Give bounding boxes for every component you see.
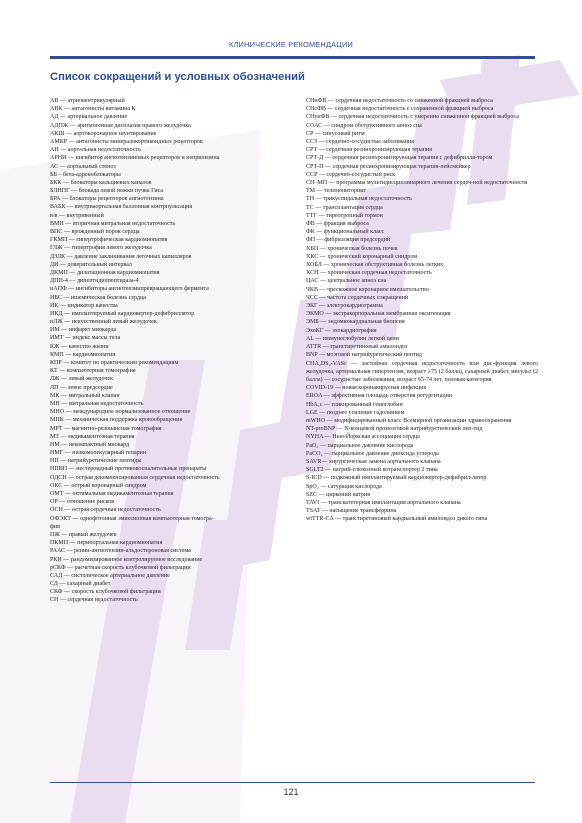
abbreviation-entry: ATTR — транстиретиновый амилоидоз	[306, 344, 408, 351]
abbreviation-entry: КЖ — качество жизни	[50, 343, 109, 350]
abbreviation-entry: ОФЭКТ — однофотонная эмиссионная компьютерная томогра-	[50, 515, 214, 522]
abbreviation-entry: ССР — сердечно-сосудистый риск	[306, 171, 396, 178]
abbreviation-list-right	[306, 97, 538, 524]
abbreviation-entry: SAVR— хирургическая замена аортального клапана	[306, 458, 441, 465]
abbreviation-entry: ЦАС — центральное апноэ сна	[306, 278, 387, 285]
abbreviation-entry: ХОБЛ — хроническая обструктивная болезнь легких	[306, 262, 444, 269]
abbreviation-entry: НМГ — низкомолекулярный гепарин	[50, 450, 147, 457]
abbreviation-entry: МК — митральный клапан	[50, 392, 120, 399]
abbreviation-entry: ИМ — инфаркт миокарда	[50, 327, 117, 334]
abbreviation-entry: АВ — атриовентрикулярный	[50, 98, 125, 104]
abbreviation-entry: КМП — кардиомиопатия	[50, 351, 116, 358]
abbreviation-entry: S-ICD — подкожный имплантируемый кардиовертер-дефибрил-лятор	[306, 475, 487, 482]
abbreviation-entry: LGE — позднее усиление гадолинием	[306, 409, 405, 416]
abbreviation-entry: ДПП-4 — дипептидилпептидаза-4	[50, 278, 139, 285]
abbreviation-entry: ОДСН — острая декомпенсированная сердечная недостаточность	[50, 474, 220, 481]
abbreviation-entry: САД — систолическое артериальное давление	[50, 572, 170, 579]
abbreviation-entry: mWHO — модифицированный класс Всемирной организации здравоохранения	[306, 417, 512, 424]
abbreviation-entry: ЛП — левое предсердие	[50, 384, 113, 391]
section-title: Список сокращений и условных обозначений	[50, 71, 305, 83]
abbreviation-entry: АРНИ — ингибитор ангиотензиновых рецепторов и неприлизина	[50, 155, 220, 162]
abbreviation-entry: ХБП — хроническая болезнь почек	[306, 245, 398, 252]
abbreviation-entry: ХСН — хроническая сердечная недостаточность	[306, 270, 432, 277]
abbreviation-entry: ФК — функциональный класс	[306, 229, 385, 236]
abbreviation-entry: COVID-19 — новая коронавирусная инфекция	[306, 385, 427, 392]
abbreviation-entry: СНунФВ — сердечная недостаточность с умеренно сниженной фракцией выброса	[306, 114, 519, 121]
abbreviation-entry: АМКР — антагонисты минералокортикоидных рецепторов	[50, 138, 203, 145]
footer-rule	[50, 782, 535, 783]
abbreviation-entry: BNP — мозговой натрийуретический пептид	[306, 352, 422, 359]
abbreviation-entry: рСКФ — расчетная скорость клубочковой фильтрации	[50, 564, 191, 571]
abbreviation-entry: ОР — отношение рисков	[50, 499, 115, 506]
abbreviation-entry: НПВП — нестероидный противовоспалительные препараты	[50, 466, 207, 473]
abbreviation-entry: МПК — механическая поддержка кровообращения	[50, 417, 183, 424]
header-rule	[50, 56, 535, 59]
abbreviation-entry: ЛЖ — левый желудочек	[50, 376, 114, 383]
abbreviation-list-left	[50, 97, 282, 605]
abbreviation-entry: в/в — внутривенный	[50, 212, 104, 219]
abbreviation-entry: ДКМП — дилатационная кардиомиопатия	[50, 269, 160, 276]
abbreviation-entry: HbA₁c — гликированный гемоглобин	[306, 401, 403, 408]
abbreviation-entry: NYHA — Нью-Йоркская ассоциация сердца	[306, 434, 420, 441]
abbreviation-entry: РКИ — рандомизированное контролируемое исследование	[50, 556, 203, 563]
abbreviation-entry: МРТ — магнитно-резонансная томография	[50, 425, 162, 432]
abbreviation-entry: ИК — индикатор качества	[50, 302, 118, 309]
abbreviation-entry: БКК — блокаторы кальциевых каналов	[50, 179, 152, 186]
abbreviation-entry: SZC — цирконий натрия	[306, 491, 371, 498]
abbreviation-entry: БРА — блокаторы рецепторов ангиотензина	[50, 196, 164, 203]
abbreviation-entry: БЛНПГ — блокада левой ножки пучка Гиса	[50, 188, 164, 195]
abbreviation-entry: SpO₂ — сатурация кислорода	[306, 483, 382, 490]
abbreviation-entry: PaO₂ — парциальное давление кислорода	[306, 442, 414, 449]
abbreviation-entry: ТТГ — тиреотропный гормон	[306, 212, 383, 219]
abbreviation-entry: СРТ-Д — сердечная ресинхронизирующая терапия с дефибрилля-тором	[306, 155, 493, 162]
abbreviation-entry: ОМТ — оптимальная медикаментозная терапия	[50, 491, 174, 497]
abbreviation-entry: СРТ-П — сердечная ресинхронизирующая терапия-пейсмейкер	[306, 163, 471, 170]
abbreviation-entry: АД — артериальное давление	[50, 114, 128, 121]
abbreviation-entry: ББ – бета-адреноблокаторы	[50, 171, 121, 178]
abbreviation-entry: ТН — трикуспидальная недостаточность	[306, 196, 412, 203]
abbreviation-entry: ВАБК — внутриаортальная баллонная контрпульсация	[50, 204, 193, 211]
abbreviation-entry: ФП — фибрилляция предсердий	[306, 237, 391, 244]
abbreviation-entry: ЧСС — частота сердечных сокращений	[306, 294, 409, 301]
abbreviation-entry: wtTTR-CA — транстиретиновый кардиальный амилоидоз дикого типа	[306, 516, 488, 523]
abbreviation-entry: АС — аортальный стеноз	[50, 163, 116, 170]
abbreviation-entry: ЭКМО — экстракорпоральная мембранная оксигенация	[306, 311, 451, 318]
abbreviation-entry: СКФ — скорость клубочковой фильтрации	[50, 589, 161, 596]
abbreviation-entry: МТ — медикаментозная терапия	[50, 433, 135, 440]
abbreviation-entry: СОАС — синдром обструктивного апноэ сна	[306, 122, 422, 129]
abbreviation-entry: ГЛЖ — гипертрофия левого желудочка	[50, 245, 152, 252]
abbreviation-entry: РААС — ренин-ангиотензин-альдостероновая система	[50, 548, 191, 555]
abbreviation-entry: ТС — трансплантация сердца	[306, 204, 383, 211]
abbreviation-entry: ЧКВ — чрескожное коронарное вмешательство	[306, 286, 429, 293]
abbreviation-entry: ЭМБ — эндомиокардиальная биопсия	[306, 319, 405, 326]
abbreviation-entry: ОКС — острый коронарный синдром	[50, 482, 147, 489]
abbreviation-entry: АКШ — аортокоронарное шунтирование	[50, 130, 157, 137]
abbreviation-entry: СНнФВ — сердечная недостаточность со сниженной фракцией выброса	[306, 98, 493, 104]
abbreviation-entry: АН — аортальная недостаточность	[50, 147, 141, 154]
abbreviation-entry: ХКС — хронический коронарный синдром	[306, 253, 418, 260]
abbreviation-entry: СРТ — сердечная ресинхронизирующая терапия	[306, 147, 432, 154]
abbreviation-entry: фия	[50, 523, 60, 530]
abbreviation-entry: ДЗЛК — давление заклинивания легочных капилляров	[50, 253, 192, 260]
abbreviation-entry: PaCO₂ — парциальное давление диоксида углерода	[306, 450, 439, 457]
abbreviation-entry: ПКМП — перипортальная кардиомиопатия	[50, 540, 163, 547]
abbreviation-entry: СР — синусовый ритм	[306, 130, 365, 137]
abbreviation-entry: ТМ — телемониторинг	[306, 188, 366, 195]
abbreviation-entry: TSAT — насыщение трансферрина	[306, 508, 397, 515]
abbreviation-entry: ССЗ — сердечно-сосудистые заболевания	[306, 139, 414, 146]
abbreviation-entry: ДИ — доверительный интервал	[50, 261, 132, 268]
abbreviation-entry: АДПЖ — аритмогенная дисплазия правого желудочка	[50, 122, 191, 129]
abbreviation-entry: ЭхоКГ — эхокардиография	[306, 327, 377, 334]
abbreviation-entry: ИБС — ишемическая болезнь сердца	[50, 294, 146, 301]
abbreviation-entry: EROA — эффективная площадь отверстия регургитации	[306, 393, 453, 400]
abbreviation-entry: ВМН — вторичная митральная недостаточность	[50, 220, 176, 227]
running-head: КЛИНИЧЕСКИЕ РЕКОМЕНДАЦИИ	[229, 40, 353, 49]
abbreviation-entry: МНО — международное нормализованное отношение	[50, 409, 191, 416]
abbreviation-entry: иАПФ — ингибиторы ангиотензинпревращающего фермента	[50, 286, 209, 293]
abbreviation-entry: ФВ — фракция выброса	[306, 221, 369, 228]
abbreviation-entry: АВК — антагонисты витамина К	[50, 106, 136, 113]
abbreviation-entry: СНсФВ — сердечная недостаточность с сохраненной фракцией выброса	[306, 106, 494, 113]
abbreviation-entry: НП — натрийуретические пептиды	[50, 458, 142, 465]
abbreviation-entry: СН — сердечная недостаточность	[50, 597, 138, 604]
abbreviation-entry: NT-proBNP — N-концевой промозговой натрийуретический пеп-тид	[306, 426, 483, 433]
abbreviation-entry: СН–МП — программы мультидисциплинарного лечения сердеч-ной недостаточности	[306, 180, 528, 187]
abbreviation-entry: НМ — некомпактный миокард	[50, 441, 130, 448]
abbreviation-entry: ИМТ — индекс массы тела	[50, 335, 121, 342]
abbreviation-entry: ГКМП — гипертрофическая кардиомиопатия	[50, 237, 168, 244]
abbreviation-entry: МН — митральная недостаточность	[50, 400, 144, 407]
abbreviation-entry: КПР — комитет по практическим рекомендациям	[50, 360, 179, 366]
abbreviation-entry: ОСН — острая сердечная недостаточность	[50, 507, 161, 514]
abbreviation-entry: СД — сахарный диабет	[50, 581, 111, 588]
abbreviation-entry: CHA₂DS₂-VASc — застойная сердечная недостаточность или дис-функция левого желудочка, артериальная гипертензия, возраст ≥75 (2 балла), сахарный диабет, инсульт (2 балла) — сосудистые заболевания, возраст 65-74 лет, половая категория	[306, 360, 538, 383]
abbreviation-entry: ЭКГ — электрокардиограмма	[306, 303, 383, 310]
abbreviation-entry: КТ — компьютерная томография	[50, 368, 136, 375]
abbreviation-entry: ИКД — имплантируемый кардиовертер-дефибриллятор	[50, 310, 195, 317]
abbreviation-entry: SGLT2 — натрий-глюкозный котранспортер 2 типа	[306, 467, 438, 474]
page-number: 121	[283, 787, 299, 797]
abbreviation-entry: TAVI — транскатетерная имплантация аортального клапана	[306, 499, 461, 506]
abbreviation-entry: ВПС — врожденный порок сердца	[50, 229, 140, 235]
abbreviation-entry: иЛЖ — искусственный левый желудочек	[50, 319, 157, 326]
abbreviation-entry: AL — иммуноглобулин легкой цепи	[306, 335, 399, 342]
abbreviation-entry: ПЖ — правый желудочек	[50, 531, 117, 538]
